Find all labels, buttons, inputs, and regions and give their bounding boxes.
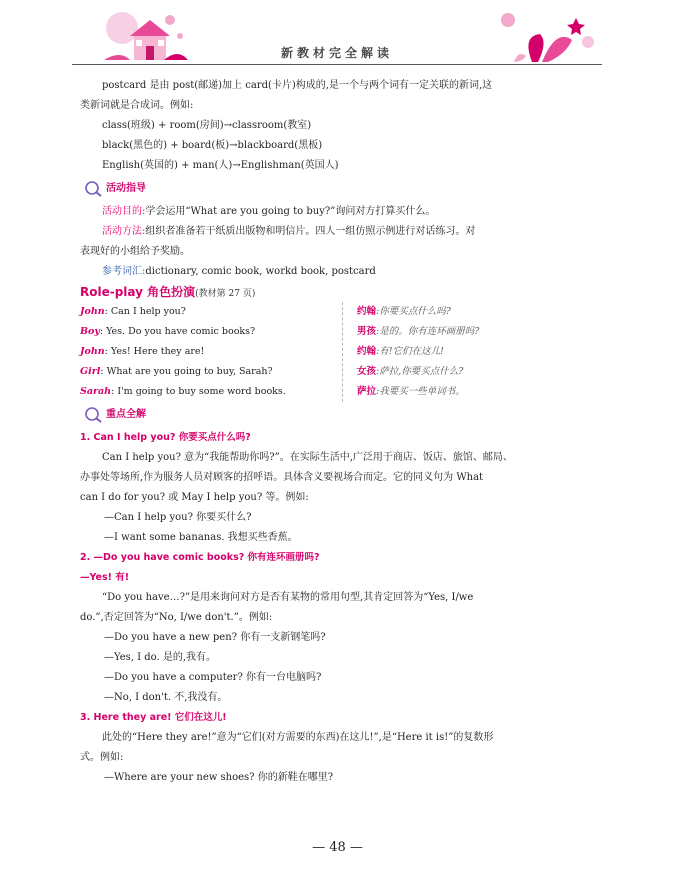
- speaker-name-zh: 约翰: [357, 306, 377, 317]
- dialog-text-zh: :是的。你有连环画册吗?: [376, 326, 480, 337]
- dialog-line-en: [80, 382, 342, 402]
- activity-method: [80, 222, 600, 242]
- keypoint-2-example: —Yes, I do. 是的,我有。: [104, 652, 217, 663]
- keypoints-heading: 重点全解: [106, 409, 146, 420]
- keypoint-3-para: 式。例如:: [80, 752, 124, 763]
- dialog-text: : I'm going to buy some word books.: [111, 386, 286, 397]
- page-number: — 48 —: [312, 840, 363, 855]
- speaker-name-zh: 女孩: [357, 366, 377, 377]
- page-content: [80, 76, 600, 788]
- purpose-label: 活动目的:: [102, 206, 146, 217]
- dialog-line-en: [80, 302, 342, 322]
- vocab-label: 参考词汇:: [102, 266, 146, 277]
- dialog-line-zh: [357, 362, 479, 382]
- dialog-text-zh: :有!它们在这儿!: [376, 346, 444, 357]
- keypoint-2-para: do.”,否定回答为“No, I/we don't.”。例如:: [80, 612, 273, 623]
- keypoint-3-example: —Where are your new shoes? 你的新鞋在哪里?: [104, 772, 334, 783]
- keypoint-2-title: 2. —Do you have comic books? 你有连环画册吗?: [80, 552, 320, 563]
- activity-vocab: [80, 262, 600, 282]
- keypoint-1-para: Can I help you? 意为“我能帮助你吗?”。在实际生活中,广泛用于商店、饭店、旅馆、邮局、: [102, 452, 513, 463]
- keypoint-1-para: 办事处等场所,作为服务人员对顾客的招呼语。具体含义要视场合而定。它的同义句为 What: [80, 472, 484, 483]
- keypoint-1-example: —I want some bananas. 我想买些香蕉。: [104, 532, 298, 543]
- dialog-line-en: [80, 322, 342, 342]
- keypoint-1-example: —Can I help you? 你要买什么?: [104, 512, 252, 523]
- keypoint-2-example: —Do you have a new pen? 你有一支新钢笔吗?: [104, 632, 326, 643]
- activity-method-cont: 表现好的小组给予奖励。: [80, 246, 190, 257]
- roleplay-title: Role-play 角色扮演: [80, 285, 196, 299]
- speaker-name: Sarah: [80, 386, 112, 397]
- keypoint-3-title: 3. Here they are! 它们在这儿!: [80, 712, 227, 723]
- keypoint-2-example: —No, I don't. 不,我没有。: [104, 692, 228, 703]
- speaker-name-zh: 萨拉: [357, 386, 377, 397]
- compound-example-3: English(英国的) + man(人)→Englishman(英国人): [102, 160, 339, 171]
- keypoint-3-para: 此处的“Here they are!”意为“它们(对方需要的东西)在这儿!”,是“Here it is!”的复数形: [102, 732, 494, 743]
- compound-example-1: class(班级) + room(房间)→classroom(教室): [102, 120, 312, 131]
- method-text: 组织者准备若干纸质出版物和明信片。四人一组仿照示例进行对话练习。对: [145, 226, 476, 237]
- dialog-chinese-column: [342, 302, 479, 402]
- page-header: [72, 0, 602, 72]
- keypoint-2-example: —Do you have a computer? 你有一台电脑吗?: [104, 672, 322, 683]
- speaker-name: John: [80, 346, 105, 357]
- activity-purpose: [80, 202, 600, 222]
- speaker-name: Boy: [80, 326, 100, 337]
- book-series-title: 新教材完全解读: [280, 46, 393, 60]
- purpose-text: 学会运用“What are you going to buy?”询问对方打算买什么。: [145, 206, 436, 217]
- keypoints-section-header: [84, 402, 600, 428]
- speaker-name-zh: 男孩: [357, 326, 377, 337]
- keypoint-1-para: can I do for you? 或 May I help you? 等。例如:: [80, 492, 309, 503]
- dialog-line-zh: [357, 382, 479, 402]
- magnifier-icon: [84, 180, 104, 198]
- magnifier-icon: [84, 406, 104, 424]
- vocab-text: dictionary, comic book, workd book, postcard: [145, 266, 376, 277]
- dialog-line-zh: [357, 322, 479, 342]
- compound-example-2: black(黑色的) + board(板)→blackboard(黑板): [102, 140, 323, 151]
- speaker-name: John: [80, 306, 105, 317]
- header-rule: [72, 64, 602, 65]
- speaker-name-zh: 约翰: [357, 346, 377, 357]
- intro-paragraph-line2: 类新词就是合成词。例如:: [80, 100, 194, 111]
- plant-heart-decoration-icon: [492, 6, 602, 66]
- keypoint-1-title: 1. Can I help you? 你要买点什么吗?: [80, 432, 251, 443]
- dialog-text: : Yes! Here they are!: [104, 346, 205, 357]
- method-label: 活动方法:: [102, 226, 146, 237]
- intro-paragraph-line1: postcard 是由 post(邮递)加上 card(卡片)构成的,是一个与两个词有一定关联的新词,这: [102, 80, 493, 91]
- dialog-text: : Can I help you?: [104, 306, 186, 317]
- speaker-name: Girl: [80, 366, 101, 377]
- keypoint-2-title-answer: —Yes! 有!: [80, 572, 130, 583]
- activity-section-header: [84, 176, 600, 202]
- dialog-text-zh: :萨拉,你要买点什么?: [376, 366, 464, 377]
- dialog-line-en: [80, 342, 342, 362]
- activity-heading: 活动指导: [106, 183, 146, 194]
- dialog-text-zh: :你要买点什么吗?: [376, 306, 451, 317]
- dialog-line-zh: [357, 342, 479, 362]
- dialog-text-zh: :我要买一些单词书。: [376, 386, 465, 397]
- dialog-text: : Yes. Do you have comic books?: [99, 326, 256, 337]
- dialog-english-column: [80, 302, 342, 402]
- dialog-line-zh: [357, 302, 479, 322]
- dialog-text: : What are you going to buy, Sarah?: [100, 366, 273, 377]
- keypoint-2-para: “Do you have…?”是用来询问对方是否有某物的常用句型,其肯定回答为“Yes, I/we: [102, 592, 474, 603]
- roleplay-heading: [80, 282, 600, 302]
- textbook-page-ref: (教材第 27 页): [195, 289, 256, 299]
- dialog-line-en: [80, 362, 342, 382]
- roleplay-dialog: [80, 302, 600, 402]
